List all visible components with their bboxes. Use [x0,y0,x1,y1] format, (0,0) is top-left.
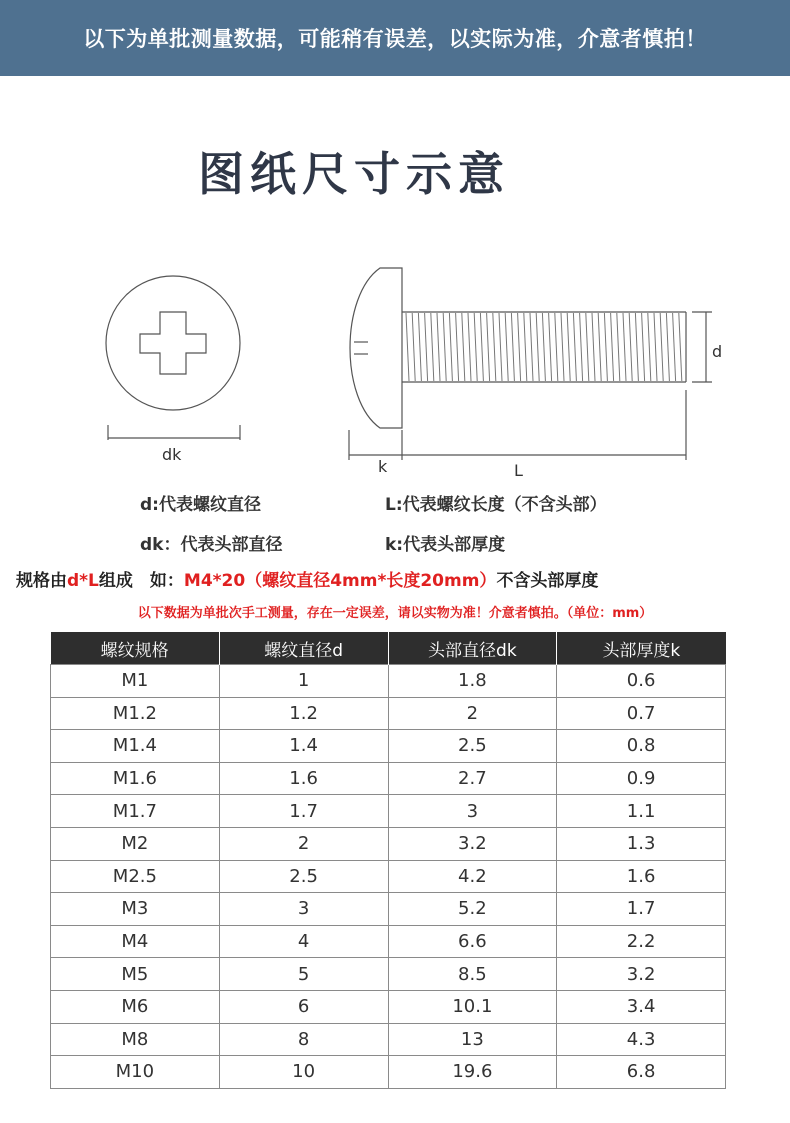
cell-dk: 19.6 [388,1056,557,1089]
cell-spec: M1.2 [51,697,220,730]
thread-line [648,313,651,381]
top-banner [0,0,790,76]
cross-recess-icon [140,312,206,374]
cell-d: 1 [219,665,388,698]
cell-k: 1.6 [557,860,726,893]
table-row [51,665,726,698]
cell-spec: M2 [51,827,220,860]
header-head-thickness: 头部厚度k [557,632,726,665]
cell-d: 4 [219,925,388,958]
spec-format-line [16,566,786,591]
table-row [51,730,726,763]
thread-line [468,313,471,381]
L-label: L [514,461,523,480]
cell-k: 1.1 [557,795,726,828]
head-side-profile [350,268,402,428]
thread-line [580,313,583,381]
cell-dk: 1.8 [388,665,557,698]
cell-dk: 2.7 [388,762,557,795]
table-row [51,795,726,828]
table-row [51,827,726,860]
thread-line [679,313,682,381]
thread-line [561,313,564,381]
cell-spec: M4 [51,925,220,958]
table-row [51,762,726,795]
cell-k: 3.4 [557,990,726,1023]
thread-line [511,313,514,381]
cell-d: 6 [219,990,388,1023]
cell-d: 1.4 [219,730,388,763]
cell-dk: 3.2 [388,827,557,860]
thread-line [524,313,527,381]
cell-d: 3 [219,893,388,926]
thread-line [406,313,409,381]
screw-drawing [0,250,790,480]
cell-d: 1.6 [219,762,388,795]
spec-prefix: 规格由 [16,571,67,591]
cell-dk: 4.2 [388,860,557,893]
cell-k: 0.8 [557,730,726,763]
thread-line [666,313,669,381]
thread-lines [406,313,682,381]
thread-line [487,313,490,381]
table-row [51,697,726,730]
cell-spec: M5 [51,958,220,991]
cell-d: 5 [219,958,388,991]
cell-d: 8 [219,1023,388,1056]
cell-spec: M10 [51,1056,220,1089]
cell-dk: 5.2 [388,893,557,926]
thread-line [549,313,552,381]
thread-line [431,313,434,381]
dk-label: dk [162,445,182,464]
thread-line [604,313,607,381]
table-row [51,1023,726,1056]
thread-line [654,313,657,381]
d-label: d [712,342,723,361]
cell-k: 0.6 [557,665,726,698]
header-thread-diameter: 螺纹直径d [219,632,388,665]
table-row [51,893,726,926]
cell-spec: M1.6 [51,762,220,795]
cell-d: 2.5 [219,860,388,893]
thread-line [462,313,465,381]
thread-line [449,313,452,381]
thread-line [611,313,614,381]
legend-L: L:代表螺纹长度（不含头部） [385,495,607,515]
thread-line [623,313,626,381]
cell-d: 2 [219,827,388,860]
cell-spec: M6 [51,990,220,1023]
cell-dk: 6.6 [388,925,557,958]
thread-line [505,313,508,381]
thread-line [412,313,415,381]
table-row [51,990,726,1023]
cell-dk: 13 [388,1023,557,1056]
cell-spec: M3 [51,893,220,926]
thread-line [530,313,533,381]
legend-d: d:代表螺纹直径 [140,495,261,515]
spec-suffix: 组成 如： [98,571,184,591]
thread-line [617,313,620,381]
cell-spec: M1.7 [51,795,220,828]
thread-line [642,313,645,381]
table-row [51,1056,726,1089]
head-front-view [106,276,240,440]
thread-line [586,313,589,381]
cell-spec: M8 [51,1023,220,1056]
cell-dk: 2 [388,697,557,730]
spec-example: M4*20（螺纹直径4mm*长度20mm） [183,571,497,591]
table-row [51,860,726,893]
cell-k: 2.2 [557,925,726,958]
legend-k: k:代表头部厚度 [385,535,506,555]
header-thread-spec: 螺纹规格 [51,632,220,665]
thread-line [418,313,421,381]
thread-line [673,313,676,381]
thread-line [480,313,483,381]
cell-k: 0.7 [557,697,726,730]
screw-side-view [349,268,712,460]
cell-dk: 8.5 [388,958,557,991]
cell-spec: M2.5 [51,860,220,893]
table-row [51,925,726,958]
thread-line [629,313,632,381]
spec-note: 不含头部厚度 [496,571,599,591]
cell-k: 4.3 [557,1023,726,1056]
thread-line [660,313,663,381]
cell-d: 10 [219,1056,388,1089]
thread-line [635,313,638,381]
header-head-diameter: 头部直径dk [388,632,557,665]
cell-k: 6.8 [557,1056,726,1089]
cell-k: 0.9 [557,762,726,795]
legend-dk: dk：代表头部直径 [140,535,283,555]
thread-line [474,313,477,381]
table-header-row [51,632,726,665]
cell-spec: M1.4 [51,730,220,763]
thread-line [567,313,570,381]
cell-dk: 2.5 [388,730,557,763]
k-label: k [378,457,388,476]
thread-line [499,313,502,381]
measurement-notice: 以下数据为单批次手工测量，存在一定误差，请以实物为准！介意者慎拍。（单位：mm） [137,606,653,621]
cell-spec: M1 [51,665,220,698]
cell-dk: 3 [388,795,557,828]
spec-formula: d*L [67,571,99,591]
spec-table [50,632,726,1089]
cell-d: 1.7 [219,795,388,828]
cell-k: 3.2 [557,958,726,991]
thread-line [493,313,496,381]
banner-text: 以下为单批测量数据，可能稍有误差，以实际为准，介意者慎拍！ [83,27,707,51]
thread-line [542,313,545,381]
table-body [51,665,726,1089]
cell-k: 1.3 [557,827,726,860]
thread-line [573,313,576,381]
head-circle [106,276,240,410]
table-row [51,958,726,991]
thread-line [437,313,440,381]
thread-line [518,313,521,381]
cell-d: 1.2 [219,697,388,730]
thread-line [592,313,595,381]
thread-line [456,313,459,381]
cell-k: 1.7 [557,893,726,926]
thread-line [598,313,601,381]
thread-line [555,313,558,381]
thread-line [536,313,539,381]
page-title: 图纸尺寸示意 [198,147,510,201]
cell-dk: 10.1 [388,990,557,1023]
thread-line [425,313,428,381]
thread-line [443,313,446,381]
